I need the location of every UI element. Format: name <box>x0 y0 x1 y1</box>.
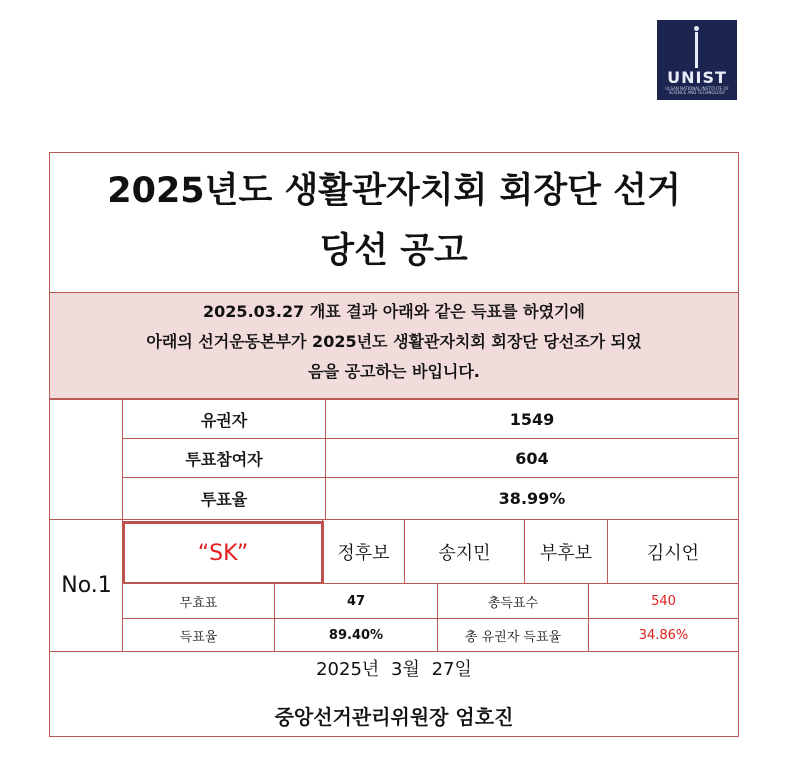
stat-label-voters: 유권자 <box>122 399 326 439</box>
stat-label-turnout: 투표율 <box>122 477 326 520</box>
signature: 중앙선거관리위원장 엄호진 <box>274 705 514 729</box>
notice-line-2: 아래의 선거운동본부가 2025년도 생활관자치회 회장단 당선조가 되었 <box>146 332 642 351</box>
logo-text: UNIST <box>667 68 727 87</box>
vote-rate-label: 득표율 <box>122 618 275 652</box>
stat-label-participants: 투표참여자 <box>122 438 326 478</box>
notice-text <box>50 292 738 399</box>
announcement-title <box>50 153 738 292</box>
notice-line-3: 음을 공고하는 바입니다. <box>308 362 480 381</box>
vice-candidate-name: 김시언 <box>607 519 739 584</box>
stats-left-spacer <box>50 399 123 520</box>
stat-value-turnout: 38.99% <box>325 477 739 520</box>
invalid-votes-label: 무효표 <box>122 583 275 619</box>
logo-subtitle: ULSAN NATIONAL INSTITUTE OF SCIENCE AND TECHNOLOGY <box>665 86 729 95</box>
team-name: “SK” <box>122 521 324 585</box>
total-voter-rate-value: 34.86% <box>588 618 739 652</box>
notice-line-1: 2025.03.27 개표 결과 아래와 같은 득표를 하였기에 <box>203 302 585 321</box>
vice-candidate-label: 부후보 <box>524 519 608 584</box>
stat-value-participants: 604 <box>325 438 739 478</box>
title-line-1: 2025년도 생활관자치회 회장단 선거 <box>107 171 681 211</box>
total-votes-label: 총득표수 <box>437 583 589 619</box>
title-line-2: 당선 공고 <box>320 231 468 271</box>
main-candidate-name: 송지민 <box>404 519 525 584</box>
invalid-votes-value: 47 <box>274 583 438 619</box>
logo-dot <box>694 26 699 31</box>
team-number: No.1 <box>61 573 112 598</box>
announcement-date: 2025년 3월 27일 <box>316 659 472 680</box>
stat-value-voters: 1549 <box>325 399 739 439</box>
unist-logo <box>657 20 737 100</box>
logo-bar <box>695 32 698 68</box>
total-voter-rate-label: 총 유권자 득표율 <box>437 618 589 652</box>
total-votes-value: 540 <box>588 583 739 619</box>
announcement-document <box>49 152 739 737</box>
main-candidate-label: 정후보 <box>322 519 405 584</box>
vote-rate-value: 89.40% <box>274 618 438 652</box>
